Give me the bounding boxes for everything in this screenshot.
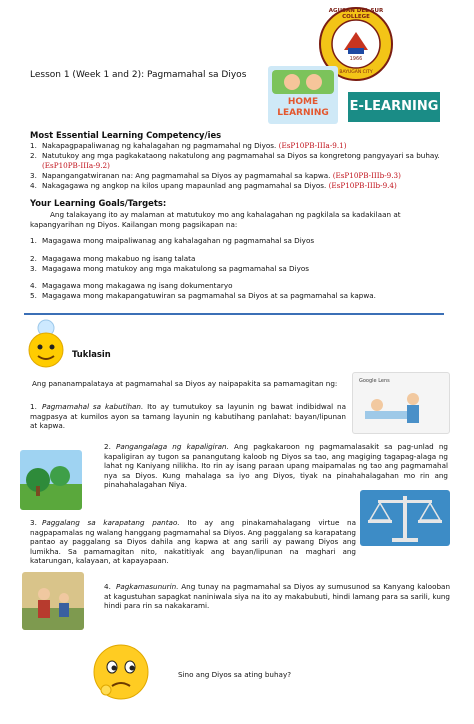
goal-item: 1. Magagawa mong maipaliwanag ang kahalagahan ng pagmamahal sa Diyos bbox=[30, 236, 315, 245]
goal-item: 2. Magagawa mong makabuo ng isang talata bbox=[30, 254, 196, 263]
home-learning-text: HOME LEARNING bbox=[277, 97, 329, 118]
google-lens-label: Google Lens bbox=[359, 378, 390, 384]
competency-item: 1. Nakapagpapaliwanag ng kahalagahan ng pagmamahal ng Diyos. (EsP10PB-IIIa-9.1) bbox=[30, 141, 347, 150]
section-divider bbox=[24, 313, 444, 315]
college-year: 1966 bbox=[349, 56, 363, 62]
competency-heading: Most Essential Learning Competency/ies bbox=[30, 130, 222, 140]
goals-heading: Your Learning Goals/Targets: bbox=[30, 198, 167, 208]
goal-item: 3. Magagawa mong matukoy ang mga makatulong sa pagmamahal sa Diyos bbox=[30, 264, 309, 273]
closing-question: Sino ang Diyos sa ating buhay? bbox=[178, 670, 292, 679]
college-city: BAYUGAN CITY bbox=[339, 70, 373, 75]
college-name: AGUSAN DEL SUR COLLEGE bbox=[328, 8, 384, 20]
home-learning-illustration bbox=[268, 66, 338, 124]
tuklasin-item: 1. Pagmamahal sa kabutihan. Ito ay tumutukoy sa layunin ng bawat indibidwal na magpasya at kumilos ayon sa tamang layunin ng kabutihang panlahat: bayan/lipunan at kapwa. bbox=[30, 402, 346, 431]
competency-item: 4. Nakagagawa ng angkop na kilos upang mapaunlad ang pagmamahal sa Diyos. (EsP10PB-IIIb-9.4) bbox=[30, 181, 397, 190]
scales-of-justice-image bbox=[360, 490, 450, 546]
competency-code: (EsP10PB-IIIa-9.1) bbox=[278, 141, 347, 150]
competency-code: (EsP10PB-IIIb-9.3) bbox=[332, 171, 401, 180]
lightbulb-emoji-icon bbox=[24, 318, 68, 370]
e-learning-text: E-LEARNING bbox=[349, 99, 439, 114]
goals-intro: Ang talakayang ito ay malaman at matutukoy mo ang kahalagahan ng pagkilala sa kadakilaan at kapangyarihan ng Diyos. Kailangan mong pagsikapan na: bbox=[30, 210, 401, 229]
competency-code: (EsP10PB-IIIa-9.2) bbox=[42, 160, 110, 170]
thinking-emoji-icon bbox=[92, 640, 150, 704]
tuklasin-intro: Ang pananampalataya at pagmamahal sa Diyos ay naipapakita sa pamamagitan ng: bbox=[32, 379, 338, 388]
competency-code: (EsP10PB-IIIb-9.4) bbox=[328, 181, 397, 190]
goal-item: 5. Magagawa mong makapangatuwiran sa pagmamahal sa Diyos at sa pagmamahal sa kapwa. bbox=[30, 291, 376, 300]
lesson-title: Lesson 1 (Week 1 and 2): Pagmamahal sa Diyos bbox=[30, 70, 247, 80]
competency-item: 2. Natutukoy ang mga pagkakataong nakatulong ang pagmamahal sa Diyos sa kongretong pangyayari sa buhay. (EsP10PB-IIIa-9.2) bbox=[30, 151, 440, 170]
google-lens-image bbox=[352, 372, 450, 434]
tuklasin-heading: Tuklasin bbox=[72, 349, 111, 359]
e-learning-banner bbox=[348, 92, 440, 122]
religious-painting-image bbox=[22, 572, 84, 630]
landscape-image bbox=[20, 450, 82, 510]
competency-item: 3. Napangangatwiranan na: Ang pagmamahal sa Diyos ay pagmamahal sa kapwa. (EsP10PB-IIIb-9.3) bbox=[30, 171, 401, 180]
tuklasin-item: 2. Pangangalaga ng kapaligiran. Ang pagkakaroon ng pagmamalasakit sa pag-unlad ng kapaligiran ay tugon sa panangutang kaloob ng Diyos sa tao, ang magiging tagapag-alaga ng lahat ng Kaniyang nilikha. Ito rin ay isang paraan upang maipamalas ng tao ang pagmamahal nya sa Diyos. Kung mahalaga sa iyo ang Diyos, tiyak na pinahahalagahan mo rin ang pinahahalagahan Niya. bbox=[104, 442, 448, 490]
goal-item: 4. Magagawa mong makagawa ng isang dokumentaryo bbox=[30, 281, 233, 290]
tuklasin-item: 4. Pagkamasunurin. Ang tunay na pagmamahal sa Diyos ay sumusunod sa Kanyang kalooban at kagustuhan sapagkat naniniwala siya na ito ay makabubuti, hindi lamang para sa sarili, kung hindi para rin sa nakakarami. bbox=[104, 582, 450, 611]
tuklasin-item: 3. Paggalang sa karapatang pantao. Ito ay ang pinakamahalagang virtue na nagpapamalas ng walang hanggang pagmamahal sa Diyos. Ang paggalang sa karapatang pantao ay paggalang sa Diyos dahila ang kapwa at ang sarili ay pawang Diyos ang lumikha. Sa pamamagitan nito, nakatitiyak ang bayan/lipunan na maghari ang katarungan, kalayaan, at kapayapaan. bbox=[30, 518, 357, 566]
